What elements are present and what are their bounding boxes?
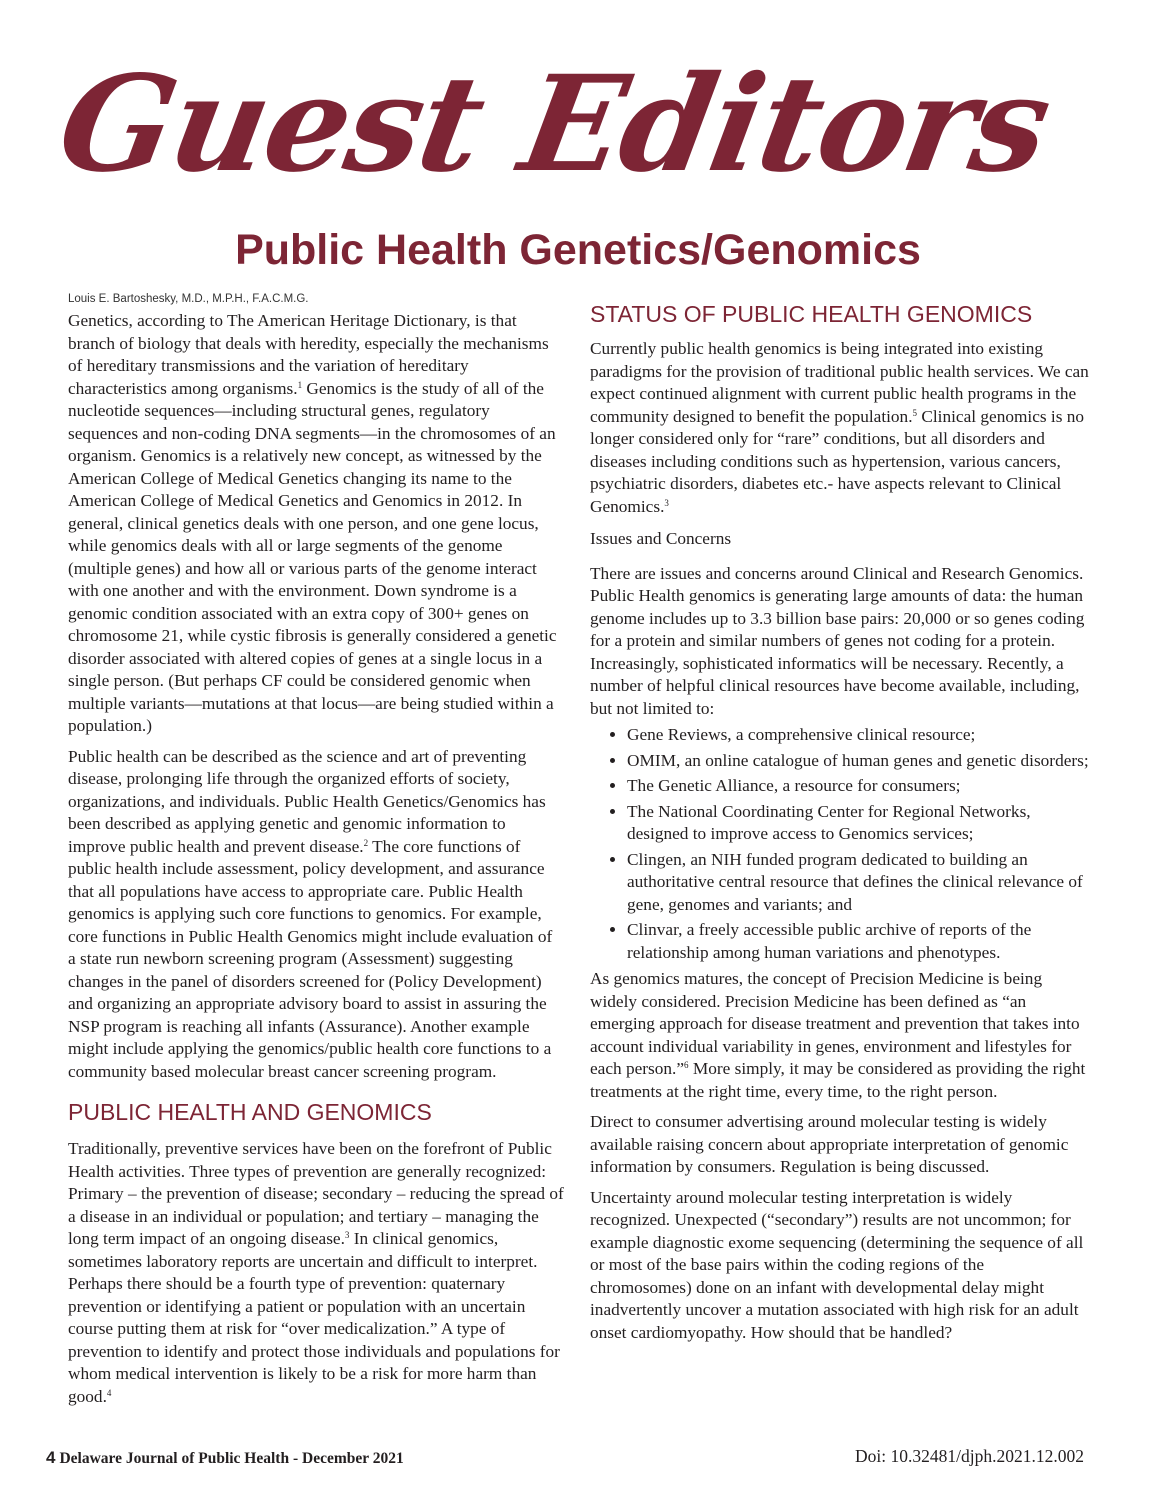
page-number: 4	[46, 1448, 56, 1467]
paragraph-direct-to-consumer: Direct to consumer advertising around molecular testing is widely available raising concern about appropriate interpretation of genomic information by consumers. Regulation is being discussed.	[590, 1112, 1069, 1176]
paragraph-issues: There are issues and concerns around Clinical and Research Genomics. Public Health genomics is generating large amounts of data: the human genome includes up to 3.3 billion base pairs: 20,000 or so genes coding for a protein and similar numbers of genes not coding for a protein. Increasingly, sophisticated informatics will be necessary. Recently, a number of helpful clinical resources have become available, including, but not limited to:	[590, 563, 1085, 718]
paragraph-public-health-definition: Public health can be described as the science and art of preventing disease, prolonging life through the organized efforts of society, organizations, and individuals. Public Health Genetics/Genomics has been described as applying genetic and genomic information to improve public health and prevent disease.$^2$ The core functions of public health include assessment, policy development, and assurance that all populations have access to appropriate care. Public Health genomics is applying such core functions to genomics. For example, core functions in Public Health Genomics might include evaluation of a state run newborn screening program (Assessment) suggesting changes in the panel of disorders screened for (Policy Development) and organizing an appropriate advisory board to assist in assuring the NSP program is reaching all infants (Assurance). Another example might include applying the genomics/public health core functions to a community based molecular breast cancer screening program.	[68, 746, 553, 1081]
footer-doi[interactable]: Doi: 10.32481/djph.2021.12.002	[855, 1446, 1084, 1466]
resource-list	[590, 724, 1090, 964]
list-item: • Clingen, an NIH funded program dedicated to building an authoritative central resource that defines the clinical relevance of gene, genomes and variants; and	[627, 849, 1090, 917]
footnote-ref[interactable]: 3	[344, 1230, 350, 1240]
right-column	[590, 300, 1090, 1352]
guest-editors-banner: Guest Editors	[48, 47, 1060, 202]
footnote-ref[interactable]: 1	[297, 379, 303, 390]
paragraph-genetics-definition: Genetics, according to The American Heritage Dictionary, is that branch of biology that deals with heredity, especially the mechanisms of hereditary transmissions and the variation of hereditary characteristics among organisms.$^1$ Genomics is the study of all of the nucleotide sequences—including structural genes, regulatory sequences and non-coding DNA segments—in the chromosomes of an organism. Genomics is a relatively new concept, as witnessed by the American College of Medical Genetics changing its name to the American College of Medical Genetics and Genomics in 2012. In general, clinical genetics deals with one person, and one gene locus, while genomics deals with all or large segments of the genome (multiple genes) and how all or various parts of the genome interact with one another and with the environment. Down syndrome is a genomic condition associated with an extra copy of 300+ genes on chromosome 21, while cystic fibrosis is generally considered a genetic disorder associated with altered copies of genes at a single locus in a single person. (But perhaps CF could be considered genomic when multiple variants—mutations at that locus—are being studied within a population.)	[68, 311, 557, 735]
paragraph-precision-medicine: As genomics matures, the concept of Precision Medicine is being widely considered. Precision Medicine has been defined as “an emerging approach for disease treatment and prevention that takes into account individual variability in genes, environment and lifestyles for each person.”$^6$ More simply, it may be considered as providing the right treatments at the right time, every time, to the right person.	[590, 969, 1086, 1101]
section-heading-status: STATUS OF PUBLIC HEALTH GENOMICS	[590, 301, 1033, 327]
list-item: • Gene Reviews, a comprehensive clinical resource;	[627, 724, 1090, 747]
paragraph-uncertainty: Uncertainty around molecular testing interpretation is widely recognized. Unexpected (“secondary”) results are not uncommon; for example diagnostic exome sequencing (determining the sequence of all or most of the base pairs within the coding regions of the chromosomes) done on an infant with developmental delay might inadvertently uncover a mutation associated with high risk for an adult onset cardiomyopathy. How should that be handled?	[590, 1187, 1084, 1342]
journal-name: Delaware Journal of Public Health - December 2021	[59, 1450, 404, 1467]
article-title: Public Health Genetics/Genomics	[235, 226, 921, 274]
subheading-issues-and-concerns: Issues and Concerns	[590, 529, 732, 548]
left-column	[68, 292, 564, 1416]
list-item: • The National Coordinating Center for Regional Networks, designed to improve access to Genomics services;	[627, 801, 1090, 846]
list-item: • Clinvar, a freely accessible public archive of reports of the relationship among human variations and phenotypes.	[627, 919, 1090, 964]
author-line: Louis E. Bartoshesky, M.D., M.P.H., F.A.C.M.G.	[68, 293, 309, 305]
paragraph-prevention: Traditionally, preventive services have been on the forefront of Public Health activities. Three types of prevention are generally recognized: Primary – the prevention of disease; secondary – reducing the spread of a disease in an individual or population; and tertiary – managing the long term impact of an ongoing disease.$^3$ In clinical genomics, sometimes laboratory reports are uncertain and difficult to interpret. Perhaps there should be a fourth type of prevention: quaternary prevention or identifying a patient or population with an uncertain course putting them at risk for “over medicalization.” A type of prevention to identify and protect those individuals and populations for whom medical intervention is likely to be a risk for more harm than good.$^4$	[68, 1139, 564, 1406]
footnote-ref[interactable]: 6	[684, 1060, 689, 1070]
footnote-ref[interactable]: 3	[664, 497, 669, 508]
footnote-ref[interactable]: 4	[106, 1387, 112, 1398]
paragraph-status: Currently public health genomics is being integrated into existing paradigms for the provision of traditional public health services. We can expect continued alignment with current public health programs in the community designed to benefit the population.$^5$ Clinical genomics is no longer considered only for “rare” conditions, but all disorders and diseases including conditions such as hypertension, various cancers, psychiatric disorders, diabetes etc.- have aspects relevant to Clinical Genomics.$^3$	[590, 339, 1089, 516]
list-item: • OMIM, an online catalogue of human genes and genetic disorders;	[627, 750, 1090, 773]
section-heading-public-health-and-genomics: PUBLIC HEALTH AND GENOMICS	[68, 1099, 432, 1125]
list-item: • The Genetic Alliance, a resource for consumers;	[627, 775, 1090, 798]
footnote-ref[interactable]: 2	[363, 837, 369, 848]
footer-journal	[46, 1448, 404, 1468]
footnote-ref[interactable]: 5	[912, 407, 918, 418]
